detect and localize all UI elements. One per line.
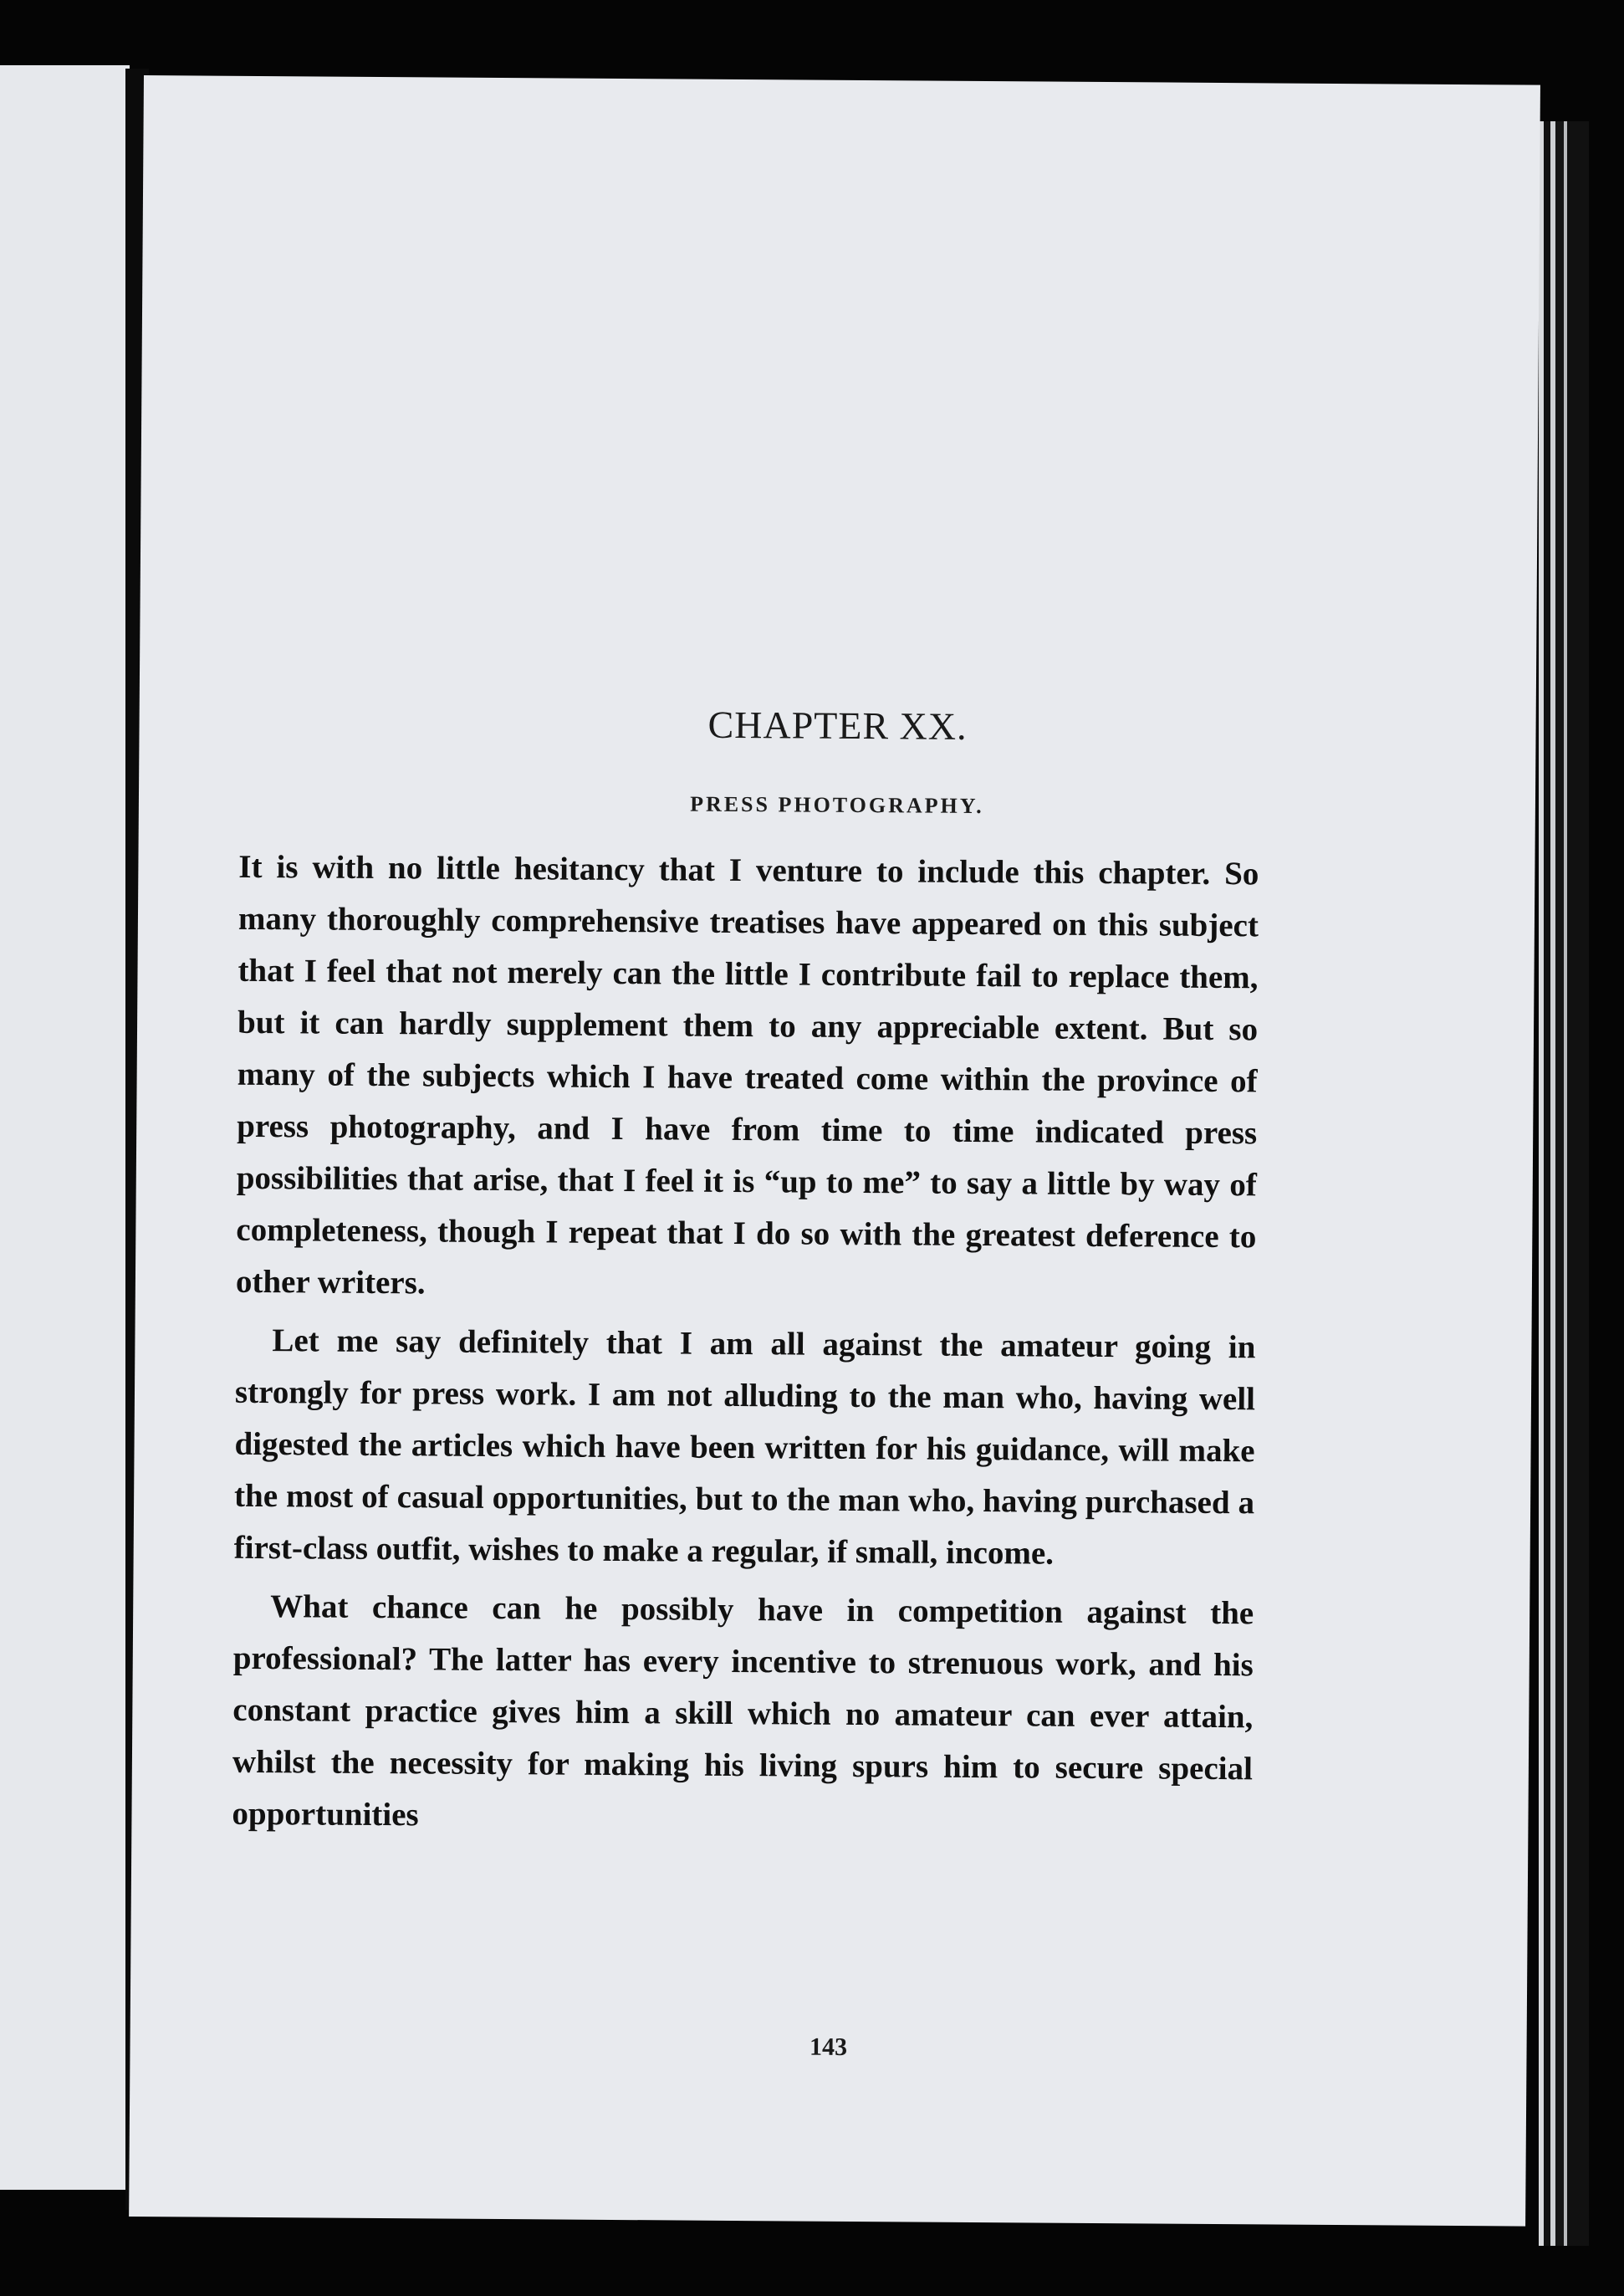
body-text	[232, 841, 1259, 1847]
page-stack-edges	[1539, 121, 1589, 2246]
chapter-title: CHAPTER XX.	[707, 703, 968, 748]
paragraph-3: What chance can he possibly have in competition against the professional? The latter has every incentive to strenuous work, and his constant practice gives him a skill which no amateur can ever attain, whilst the necessity for making his living spurs him to secure special opportunities	[232, 1588, 1254, 1833]
section-title: PRESS PHOTOGRAPHY.	[690, 791, 984, 819]
facing-page-edge	[0, 65, 130, 2190]
paragraph-2: Let me say definitely that I am all against the amateur going in strongly for press work. I am not alluding to the man who, having well digested the articles which have been written for his guidance, will make the most of casual opportunities, but to the man who, having purchased a first-class outfit, wishes to make a regular, if small, income.	[233, 1322, 1256, 1572]
book-page	[129, 75, 1540, 2227]
paragraph-1: It is with no little hesitancy that I venture to include this chapter. So many thoroughly comprehensive treatises have appeared on this subject that I feel that not merely can the little I contribute fail to replace them, but it can hardly supplement them to any appreciable extent. But so many of the subjects which I have treated come within the province of press photography, and I have from time to time indicated press possibilities that arise, that I feel it is “up to me” to say a little by way of completeness, though I repeat that I do so with the greatest deference to other writers.	[235, 848, 1259, 1301]
page-content	[129, 75, 1540, 2227]
page-number: 143	[809, 2033, 848, 2061]
